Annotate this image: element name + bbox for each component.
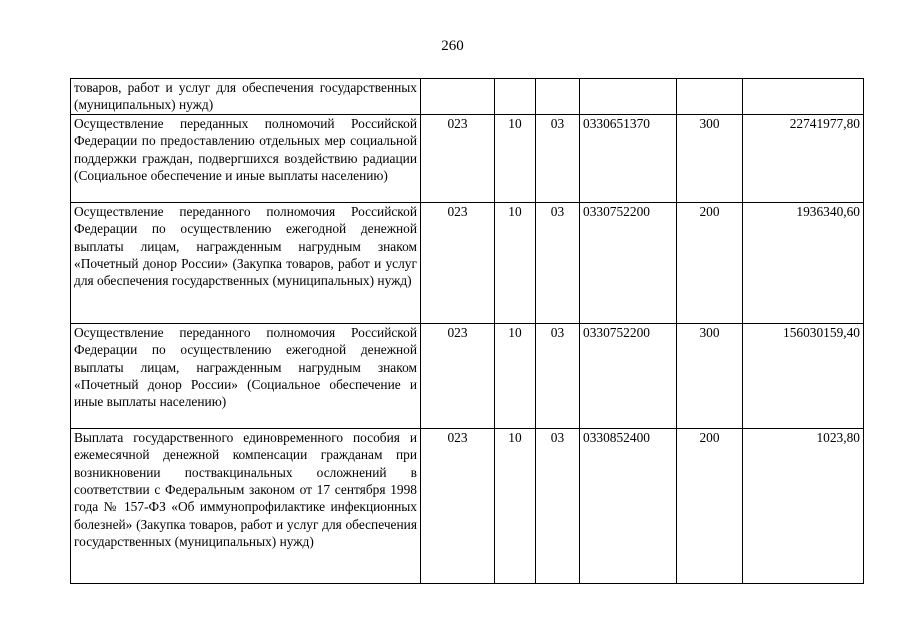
ministry-code-cell <box>421 79 495 115</box>
subsection-code-cell: 03 <box>536 202 580 323</box>
description-cell: Осуществление переданного полномочия Российской Федерации по осуществлению ежегодной денежной выплаты лицам, награжденным нагрудным знаком «Почетный донор России» (Социальное обеспечение и иные выплаты населению) <box>71 323 421 428</box>
table-row <box>71 79 864 115</box>
subsection-code-cell: 03 <box>536 114 580 202</box>
description-cell: товаров, работ и услуг для обеспечения государственных (муниципальных) нужд) <box>71 79 421 115</box>
page-number: 260 <box>441 38 464 54</box>
target-article-cell: 0330752200 <box>580 323 677 428</box>
expense-type-cell: 200 <box>677 202 743 323</box>
ministry-code-cell: 023 <box>421 428 495 583</box>
expense-type-cell <box>677 79 743 115</box>
table-row <box>71 428 864 583</box>
subsection-code-cell: 03 <box>536 323 580 428</box>
table-row <box>71 114 864 202</box>
expense-type-cell: 300 <box>677 323 743 428</box>
amount-cell: 1936340,60 <box>743 202 864 323</box>
section-code-cell: 10 <box>495 202 536 323</box>
section-code-cell <box>495 79 536 115</box>
ministry-code-cell: 023 <box>421 114 495 202</box>
target-article-cell: 0330651370 <box>580 114 677 202</box>
expense-type-cell: 300 <box>677 114 743 202</box>
description-cell: Осуществление переданного полномочия Российской Федерации по осуществлению ежегодной денежной выплаты лицам, награжденным нагрудным знаком «Почетный донор России» (Закупка товаров, работ и услуг для обеспечения государственных (муниципальных) нужд) <box>71 202 421 323</box>
budget-table <box>70 78 864 584</box>
ministry-code-cell: 023 <box>421 323 495 428</box>
description-cell: Осуществление переданных полномочий Российской Федерации по предоставлению отдельных мер социальной поддержки граждан, подвергшихся воздействию радиации (Социальное обеспечение и иные выплаты населению) <box>71 114 421 202</box>
amount-cell: 1023,80 <box>743 428 864 583</box>
amount-cell: 22741977,80 <box>743 114 864 202</box>
table-row <box>71 202 864 323</box>
target-article-cell <box>580 79 677 115</box>
amount-cell: 156030159,40 <box>743 323 864 428</box>
description-cell: Выплата государственного единовременного пособия и ежемесячной денежной компенсации гражданам при возникновении поствакцинальных осложнений в соответствии с Федеральным законом от 17 сентября 1998 года № 157-ФЗ «Об иммунопрофилактике инфекционных болезней» (Закупка товаров, работ и услуг для обеспечения государственных (муниципальных) нужд) <box>71 428 421 583</box>
amount-cell <box>743 79 864 115</box>
subsection-code-cell: 03 <box>536 428 580 583</box>
table-row <box>71 323 864 428</box>
section-code-cell: 10 <box>495 114 536 202</box>
section-code-cell: 10 <box>495 428 536 583</box>
expense-type-cell: 200 <box>677 428 743 583</box>
subsection-code-cell <box>536 79 580 115</box>
target-article-cell: 0330852400 <box>580 428 677 583</box>
section-code-cell: 10 <box>495 323 536 428</box>
target-article-cell: 0330752200 <box>580 202 677 323</box>
ministry-code-cell: 023 <box>421 202 495 323</box>
